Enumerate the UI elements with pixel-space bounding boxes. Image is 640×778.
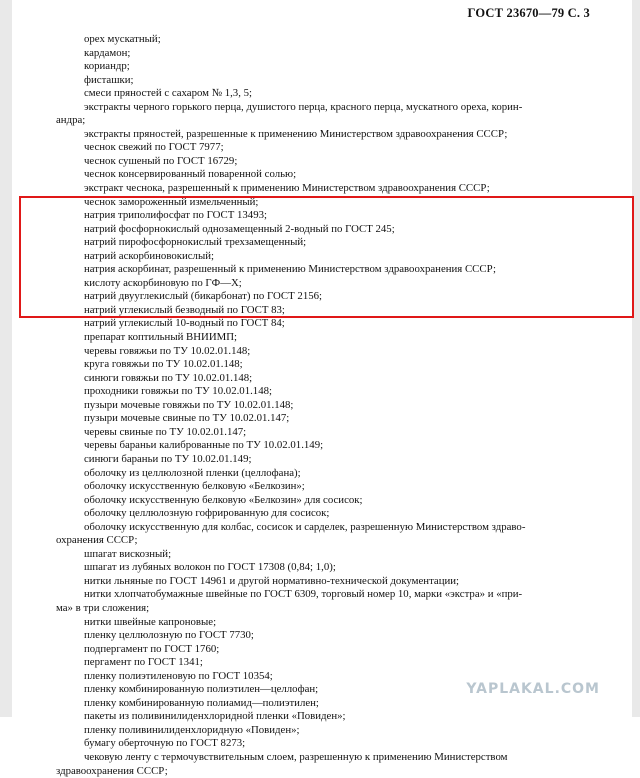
text-line: шпагат из лубяных волокон по ГОСТ 17308 (0,84; 1,0); bbox=[84, 561, 336, 574]
text-line: нитки швейные капроновые; bbox=[84, 615, 217, 628]
text-line: смеси пряностей с сахаром № 1,3, 5; bbox=[84, 87, 252, 100]
text-line: натрий пирофосфорнокислый трехзамещенный; bbox=[84, 236, 307, 249]
site-watermark: YAPLAKAL.COM bbox=[466, 681, 600, 697]
text-line: здравоохранения СССР; bbox=[56, 764, 168, 777]
text-line: чековую ленту с термочувствительным слоем, разрешенную к применению Министерством bbox=[84, 750, 508, 763]
text-line: пакеты из поливинилиденхлоридной пленки «Повиден»; bbox=[84, 710, 346, 723]
text-line: натрий двууглекислый (бикарбонат) по ГОСТ 2156; bbox=[84, 290, 323, 303]
text-line: оболочку искусственную для колбас, сосисок и сарделек, разрешенную Министерством здраво- bbox=[84, 520, 526, 533]
text-line: натрия триполифосфат по ГОСТ 13493; bbox=[84, 209, 267, 222]
text-line: кислоту аскорбиновую по ГФ—X; bbox=[84, 276, 242, 289]
text-line: подпергамент по ГОСТ 1760; bbox=[84, 642, 220, 655]
red-highlight-box bbox=[19, 196, 634, 318]
text-line: синюги говяжьи по ТУ 10.02.01.148; bbox=[84, 371, 253, 384]
text-line: андра; bbox=[56, 114, 86, 127]
text-line: охранения СССР; bbox=[56, 534, 138, 547]
text-line: натрий аскорбиновокислый; bbox=[84, 249, 214, 262]
text-line: черевы бараньи калиброванные по ТУ 10.02.01.149; bbox=[84, 439, 324, 452]
text-line: черевы свиные по ТУ 10.02.01.147; bbox=[84, 425, 247, 438]
text-line: оболочку целлюлозную гофрированную для сосисок; bbox=[84, 507, 330, 520]
text-line: проходники говяжьи по ТУ 10.02.01.148; bbox=[84, 385, 272, 398]
text-line: экстракты пряностей, разрешенные к применению Министерством здравоохранения СССР; bbox=[84, 127, 508, 140]
text-line: черевы говяжьи по ТУ 10.02.01.148; bbox=[84, 344, 251, 357]
text-line: орех мускатный; bbox=[84, 33, 161, 45]
text-line: оболочку искусственную белковую «Белкозин» для сосисок; bbox=[84, 493, 363, 506]
text-line: оболочку искусственную белковую «Белкозин»; bbox=[84, 480, 305, 493]
text-line: ма» в три сложения; bbox=[56, 601, 150, 614]
text-line: натрий углекислый безводный по ГОСТ 83; bbox=[84, 303, 285, 316]
text-line: синюги бараньи по ТУ 10.02.01.149; bbox=[84, 452, 252, 465]
page-header: ГОСТ 23670—79 С. 3 bbox=[467, 6, 590, 20]
text-line: пленку полиэтиленовую по ГОСТ 10354; bbox=[84, 669, 273, 682]
viewer-left-margin bbox=[0, 0, 12, 717]
text-line: шпагат вискозный; bbox=[84, 547, 172, 560]
text-line: чеснок консервированный поваренной солью; bbox=[84, 168, 297, 181]
text-line: чеснок свежий по ГОСТ 7977; bbox=[84, 141, 224, 154]
text-line: натрий углекислый 10-водный по ГОСТ 84; bbox=[84, 317, 285, 330]
text-line: пленку комбинированную полиамид—полиэтилен; bbox=[84, 696, 319, 709]
text-line: нитки льняные по ГОСТ 14961 и другой нормативно-технической документации; bbox=[84, 574, 460, 587]
text-line: экстракты черного горького перца, душистого перца, красного перца, мускатного ореха, корин- bbox=[84, 100, 523, 113]
text-line: натрий фосфорнокислый однозамещенный 2-водный по ГОСТ 245; bbox=[84, 222, 395, 235]
document-body bbox=[56, 33, 596, 778]
text-line: пленку поливинилиденхлоридную «Повиден»; bbox=[84, 723, 300, 736]
text-line: чеснок замороженный измельченный; bbox=[84, 195, 259, 208]
text-line: пленку целлюлозную по ГОСТ 7730; bbox=[84, 629, 254, 642]
text-line: бумагу оберточную по ГОСТ 8273; bbox=[84, 737, 246, 750]
text-line: пузыри мочевые говяжьи по ТУ 10.02.01.148; bbox=[84, 398, 294, 411]
text-line: пузыри мочевые свиные по ТУ 10.02.01.147; bbox=[84, 412, 290, 425]
text-line: фисташки; bbox=[84, 73, 134, 86]
text-line: оболочку из целлюлозной пленки (целлофана); bbox=[84, 466, 301, 479]
viewer-right-margin bbox=[632, 0, 640, 717]
text-line: препарат коптильный ВНИИМП; bbox=[84, 331, 238, 344]
text-line: пергамент по ГОСТ 1341; bbox=[84, 656, 203, 669]
text-line: пленку комбинированную полиэтилен—целлофан; bbox=[84, 683, 319, 696]
text-line: кардамон; bbox=[84, 46, 131, 59]
text-line: натрия аскорбинат, разрешенный к применению Министерством здравоохранения СССР; bbox=[84, 263, 496, 276]
text-line: кориандр; bbox=[84, 60, 130, 73]
document-page bbox=[14, 0, 630, 777]
text-line: нитки хлопчатобумажные швейные по ГОСТ 6309, торговый номер 10, марки «экстра» и «при- bbox=[84, 588, 523, 601]
text-line: чеснок сушеный по ГОСТ 16729; bbox=[84, 154, 238, 167]
text-line: круга говяжьи по ТУ 10.02.01.148; bbox=[84, 358, 243, 371]
text-line: экстракт чеснока, разрешенный к применению Министерством здравоохранения СССР; bbox=[84, 182, 490, 195]
